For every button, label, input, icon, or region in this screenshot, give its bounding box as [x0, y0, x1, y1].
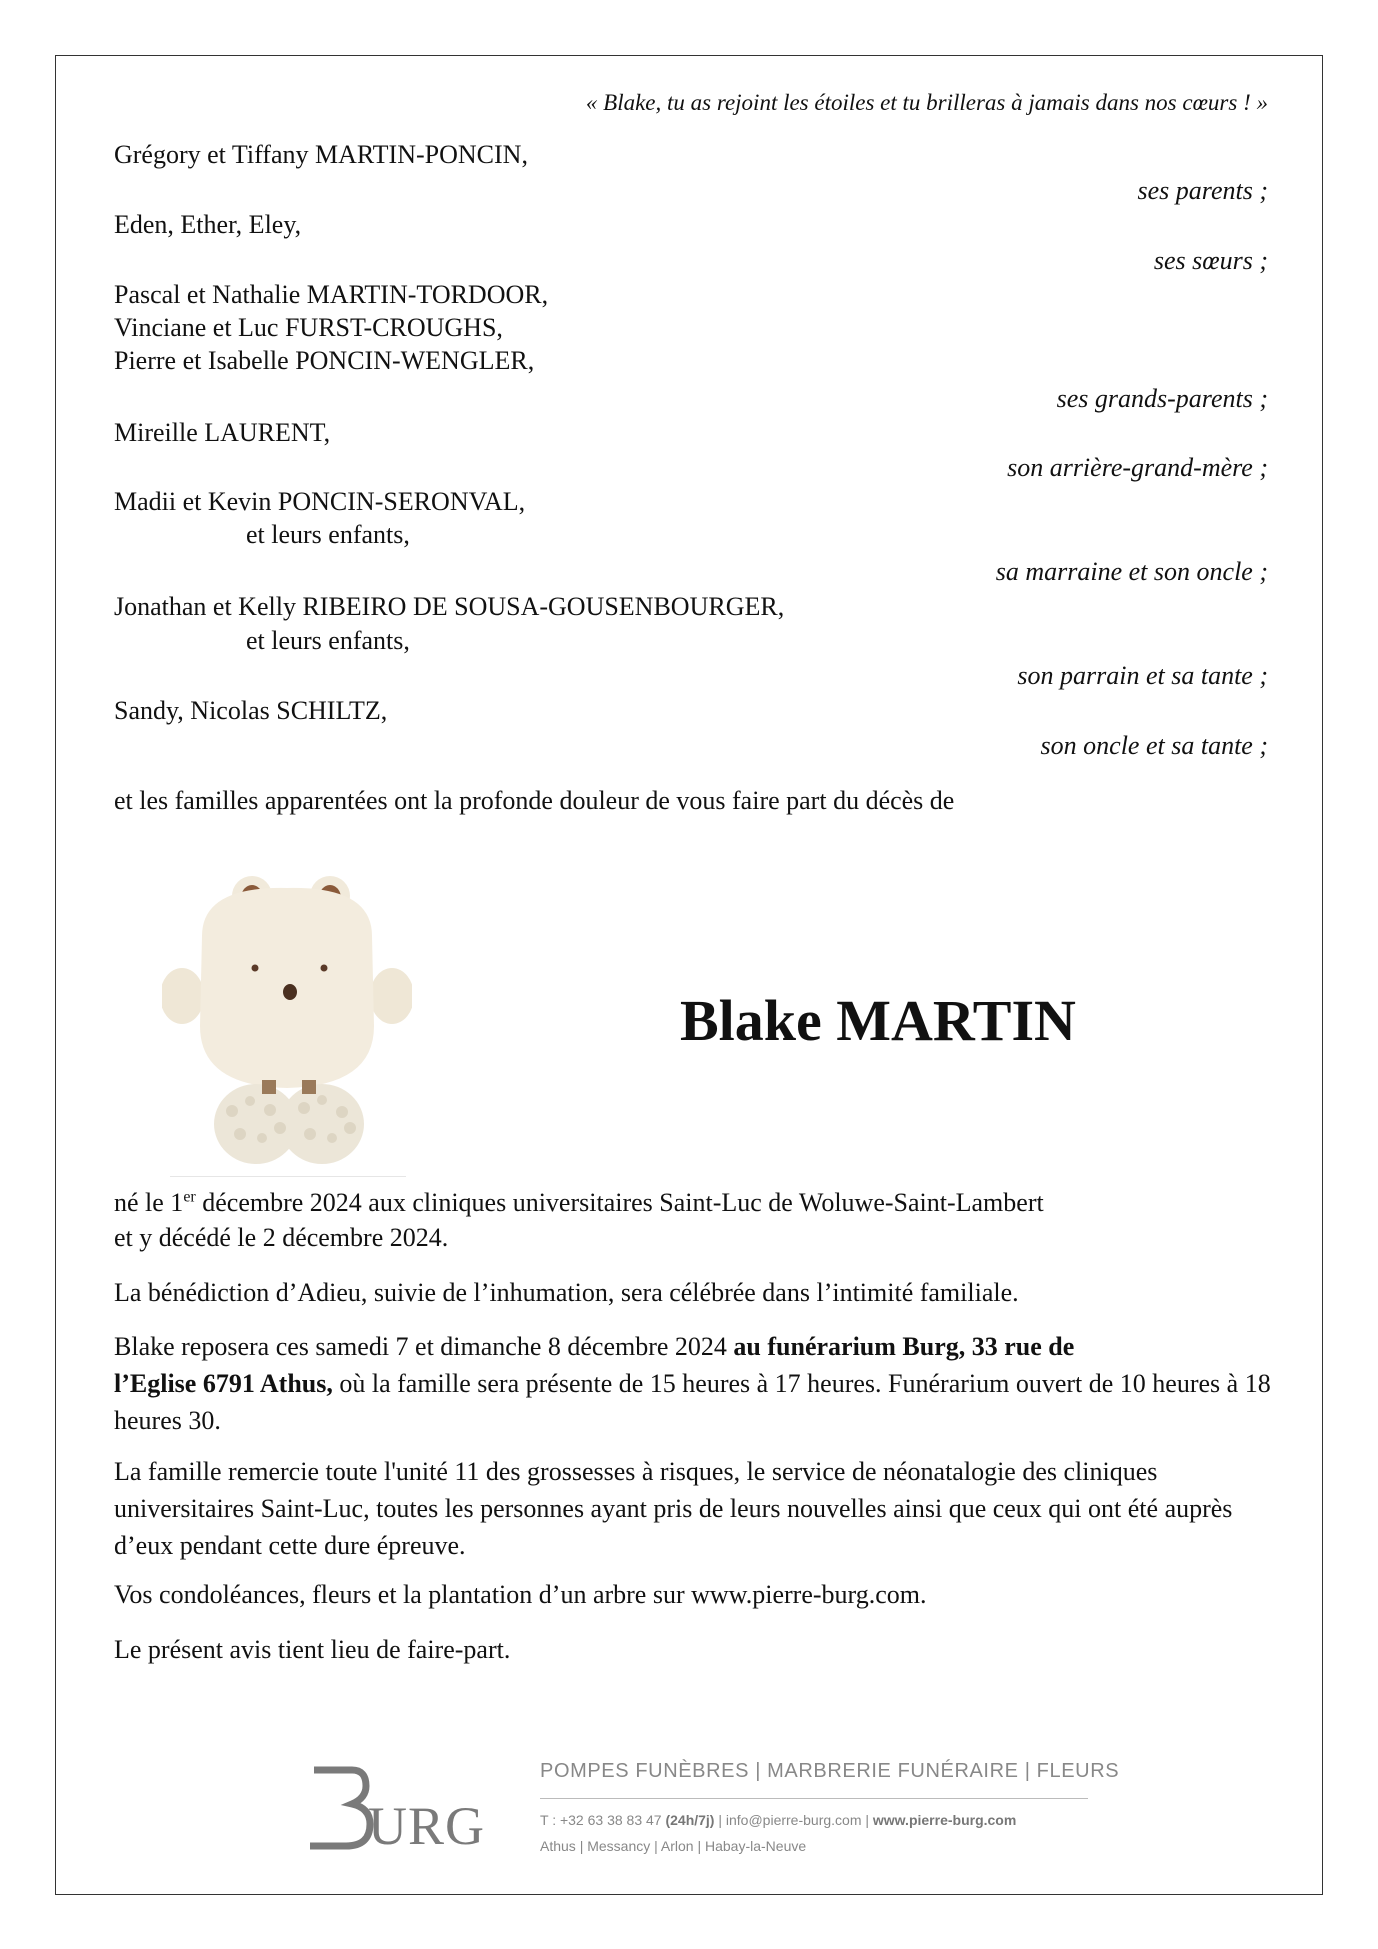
birth-rest: décembre 2024 aux cliniques universitaires Saint-Luc de Woluwe-Saint-Lambert: [195, 1188, 1044, 1217]
visitation-before: Blake reposera ces samedi 7 et dimanche 8 décembre 2024: [114, 1332, 734, 1361]
footer-services: POMPES FUNÈBRES | MARBRERIE FUNÉRAIRE | FLEURS: [540, 1760, 1120, 1782]
condolences-paragraph: Vos condoléances, fleurs et la plantation d’un arbre sur www.pierre-burg.com.: [114, 1580, 927, 1609]
death-line: et y décédé le 2 décembre 2024.: [114, 1223, 449, 1252]
plush-toy-image: [162, 866, 412, 1166]
image-baseline: [170, 1176, 406, 1177]
visitation-place-1: au funérarium Burg, 33 rue de: [733, 1332, 1075, 1361]
visitation-paragraph: [114, 1328, 1284, 1439]
footer-hours: (24h/7j): [665, 1812, 715, 1828]
relation-grandparents: ses grands-parents ;: [1056, 384, 1268, 413]
visitation-after: où la famille sera présente de 15 heures à 17 heures. Funérarium ouvert de 10 heures à 18 heures 30.: [114, 1369, 1271, 1435]
relation-great-grandmother: son arrière-grand-mère ;: [1007, 453, 1268, 482]
relation-godfather: son parrain et sa tante ;: [1017, 661, 1268, 690]
family-names-grandparents-3: Pierre et Isabelle PONCIN-WENGLER,: [114, 346, 535, 375]
relation-sisters: ses sœurs ;: [1153, 246, 1268, 275]
visitation-place-2: l’Eglise 6791 Athus,: [114, 1369, 333, 1398]
notice-paragraph: Le présent avis tient lieu de faire-part.: [114, 1635, 511, 1664]
family-names-great-grandmother: Mireille LAURENT,: [114, 418, 331, 447]
family-sub-godfather: et leurs enfants,: [246, 626, 410, 655]
relation-uncle: son oncle et sa tante ;: [1040, 731, 1268, 760]
footer-divider: [540, 1798, 1088, 1799]
family-names-uncle: Sandy, Nicolas SCHILTZ,: [114, 696, 388, 725]
footer-phone: T : +32 63 38 83 47: [540, 1812, 666, 1828]
announcement: et les familles apparentées ont la profonde douleur de vous faire part du décès de: [114, 786, 955, 815]
relation-parents: ses parents ;: [1137, 176, 1268, 205]
blessing-paragraph: La bénédiction d’Adieu, suivie de l’inhumation, sera célébrée dans l’intimité familiale.: [114, 1278, 1019, 1307]
footer-email: | info@pierre-burg.com |: [714, 1812, 873, 1828]
birth-ordinal: er: [183, 1188, 196, 1206]
burg-logo: [300, 1760, 500, 1860]
footer-locations: Athus | Messancy | Arlon | Habay-la-Neuve: [540, 1838, 807, 1854]
birth-prefix: né le 1: [114, 1188, 184, 1217]
family-names-godfather: Jonathan et Kelly RIBEIRO DE SOUSA-GOUSENBOURGER,: [114, 592, 785, 621]
family-names-grandparents-1: Pascal et Nathalie MARTIN-TORDOOR,: [114, 280, 549, 309]
thanks-paragraph: La famille remercie toute l'unité 11 des grossesses à risques, le service de néonatalogie des cliniques universitaires Saint-Luc, toutes les personnes ayant pris de leurs nouvelles ainsi que ceux qui ont été auprès d’eux pendant cette dure épreuve.: [114, 1457, 1233, 1560]
family-names-godmother: Madii et Kevin PONCIN-SERONVAL,: [114, 487, 526, 516]
deceased-name: Blake MARTIN: [680, 988, 1076, 1053]
family-names-sisters: Eden, Ether, Eley,: [114, 210, 302, 239]
family-names-parents: Grégory et Tiffany MARTIN-PONCIN,: [114, 140, 528, 169]
logo-wordmark: URG: [368, 1796, 486, 1856]
footer-contact: [540, 1812, 1016, 1828]
family-names-grandparents-2: Vinciane et Luc FURST-CROUGHS,: [114, 313, 503, 342]
family-sub-godmother: et leurs enfants,: [246, 520, 410, 549]
birth-line: [114, 1188, 1044, 1218]
quote: « Blake, tu as rejoint les étoiles et tu brilleras à jamais dans nos cœurs ! »: [585, 90, 1268, 115]
footer-website[interactable]: www.pierre-burg.com: [872, 1812, 1017, 1828]
relation-godmother: sa marraine et son oncle ;: [995, 557, 1268, 586]
